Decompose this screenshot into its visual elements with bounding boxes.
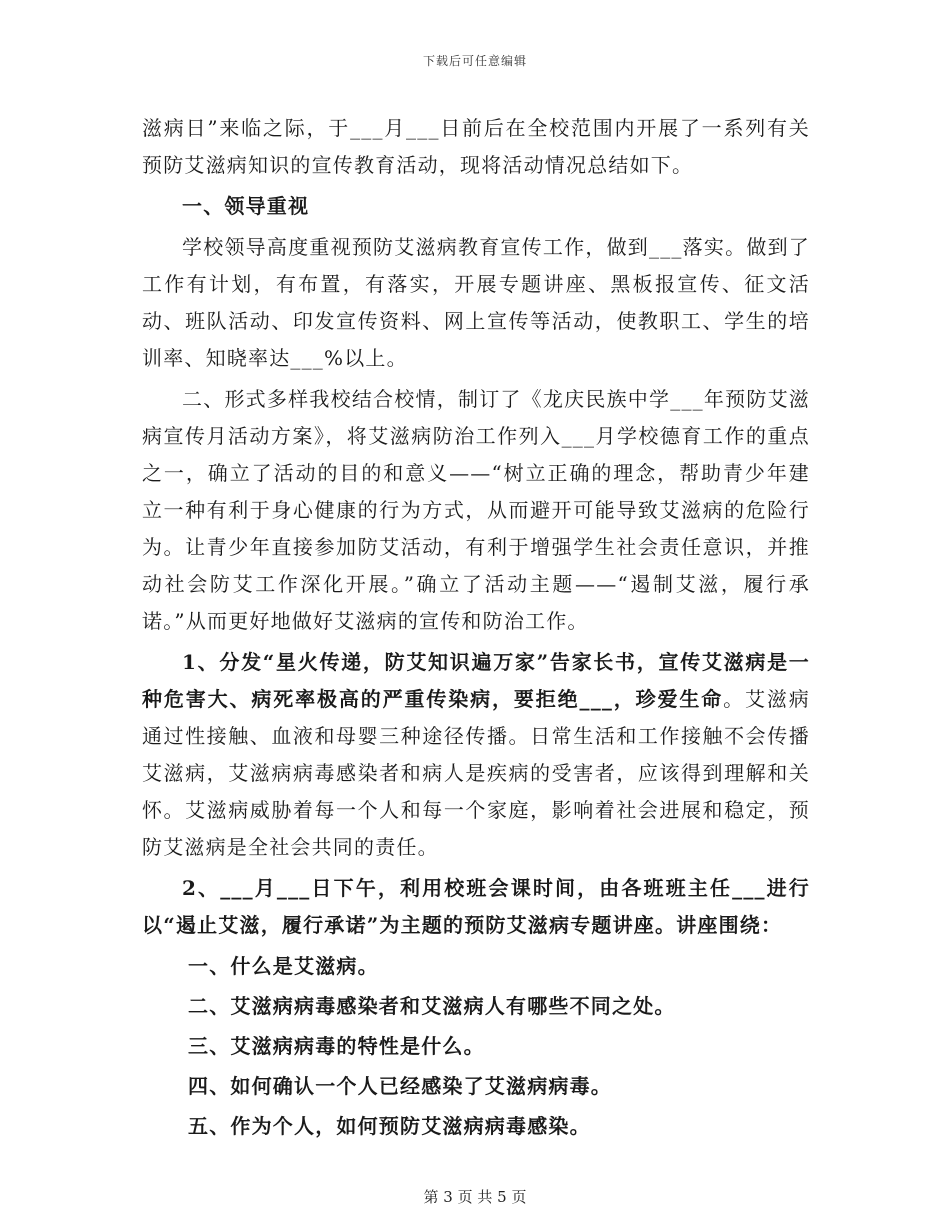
item-1-body: 。艾滋病通过性接触、血液和母婴三种途径传播。日常生活和工作接触不会传播艾滋病，艾滋病病毒感染者和病人是疾病的受害者，应该得到理解和关怀。艾滋病威胁着每一个人和每一个家庭，影响着社会进展和稳定，预防艾滋病是全社会共同的责任。 [142, 687, 810, 859]
lecture-point: 一、什么是艾滋病。 [188, 954, 379, 978]
forms-paragraph: 二、形式多样我校结合校情，制订了《龙庆民族中学___年预防艾滋病宣传月活动方案》，将艾滋病防治工作列入___月学校德育工作的重点之一，确立了活动的目的和意义——“树立正确的理念，帮助青少年建立一种有利于身心健康的行为方式，从而避开可能导致艾滋病的危险行为。让青少年直接参加防艾活动，有利于增强学生社会责任意识，并推动社会防艾工作深化开展。”确立了活动主题——“遏制艾滋，履行承诺。”从而更好地做好艾滋病的宣传和防治工作。 [142, 387, 810, 633]
lecture-point: 五、作为个人，如何预防艾滋病病毒感染。 [188, 1114, 591, 1138]
item-2-paragraph: 2、___月___日下午，利用校班会课时间，由各班班主任___进行以“遏止艾滋，履行承诺”为主题的预防艾滋病专题讲座。讲座围绕： [142, 876, 810, 937]
page-header: 下载后可任意编辑 [422, 54, 527, 68]
section-heading-leadership: 一、领导重视 [182, 194, 310, 218]
item-1-emphasis: 1、分发“星火传递，防艾知识遍万家”告家长书，宣传艾滋病是一种危害大、病死率极高的严重传染病，要拒绝___，珍爱生命 [142, 650, 810, 711]
lecture-point: 三、艾滋病病毒的特性是什么。 [188, 1034, 485, 1058]
document-body [142, 110, 810, 1146]
lecture-point: 二、艾滋病病毒感染者和艾滋病人有哪些不同之处。 [188, 994, 676, 1018]
lecture-points-list [142, 946, 810, 1146]
leadership-paragraph: 学校领导高度重视预防艾滋病教育宣传工作，做到___落实。做到了工作有计划，有布置，有落实，开展专题讲座、黑板报宣传、征文活动、班队活动、印发宣传资料、网上宣传等活动，使教职工、学生的培训率、知晓率达___%以上。 [142, 235, 810, 370]
lecture-point: 四、如何确认一个人已经感染了艾滋病病毒。 [188, 1074, 612, 1098]
item-1-paragraph [142, 644, 810, 866]
intro-paragraph: 滋病日”来临之际，于___月___日前后在全校范围内开展了一系列有关预防艾滋病知识的宣传教育活动，现将活动情况总结如下。 [142, 116, 810, 177]
page-footer: 第 3 页 共 5 页 [423, 1188, 527, 1206]
